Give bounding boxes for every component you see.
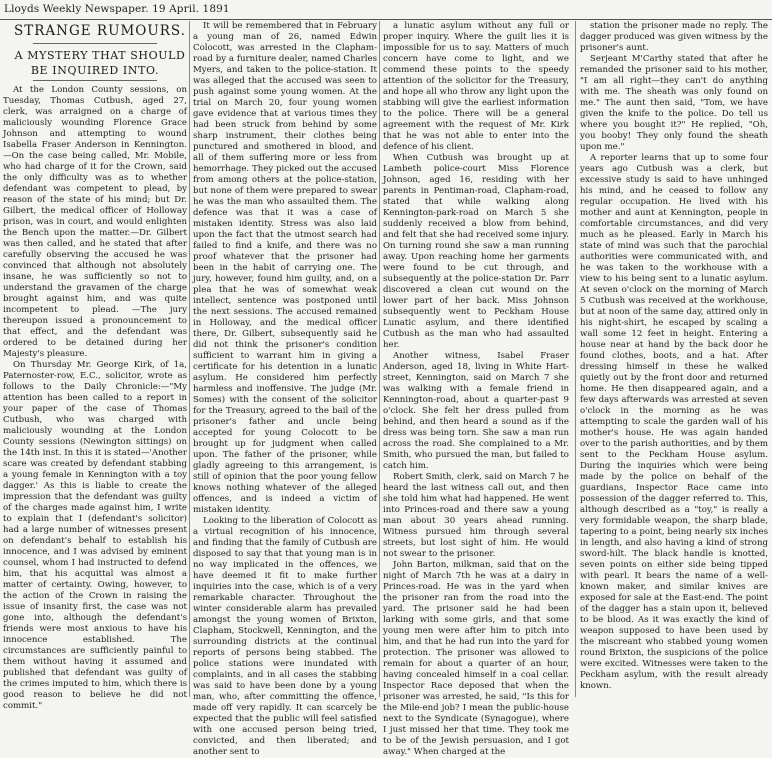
paragraph: station the prisoner made no reply. The dagger produced was given witness by the prisoner's aunt. (580, 21, 768, 53)
paragraph: Another witness, Isabel Fraser Anderson, aged 18, living in White Hart-street, Kennington, said on March 7 she was walking with a female friend in Kennington-road, about a quarter-past 9 o'clock. She felt her dress pulled from behind, and then heard a sound as if the dress was being torn. She saw a man run across the road. She complained to a Mr. Smith, who pursued the man, but failed to catch him. (383, 351, 569, 471)
column-1 (3, 21, 187, 711)
column-2 (193, 21, 377, 757)
subtitle-rule (33, 80, 157, 81)
newspaper-header: Lloyds Weekly Newspaper. 19 April. 1891 (4, 3, 230, 15)
paragraph: When Cutbush was brought up at Lambeth police-court Miss Florence Johnson, aged 16, residing with her parents in Pentiman-road, Clapham-road, stated that while walking along Kennington-park-road on March 5 she suddenly received a blow from behind, and felt that she had received some injury. On turning round she saw a man running away. Upon reaching home her garments were found to be cut through, and subsequently at the police-station Dr. Parr discovered a clean cut wound on the lower part of her back. Miss Johnson subsequently went to Peckham House Lunatic asylum, and there identified Cutbush as the man who had assaulted her. (383, 153, 569, 350)
paragraph: At the London County sessions, on Tuesday, Thomas Cutbush, aged 27, clerk, was arraigned on a charge of maliciously wounding Florence Grace Johnson and attempting to wound Isabella Fraser Anderson in Kennington. —On the case being called, Mr. Mobile, who had charge of it for the Crown, said the only difficulty was as to whether defendant was competent to plead, by reason of the state of his mind; but Dr. Gilbert, the medical officer of Holloway prison, was in court, and would enlighten the Bench upon the matter.—Dr. Gilbert was then called, and he stated that after carefully observing the accused he was convinced that although not absolutely insane, he was sufficiently so not to understand the gravamen of the charge brought against him, and was quite incompetent to plead. —The jury thereupon issued a pronouncement to that effect, and the defendant was ordered to be detained during her Majesty's pleasure. (3, 85, 187, 359)
subtitle-line-2: BE INQUIRED INTO. (30, 64, 160, 77)
column-4 (580, 21, 768, 697)
paragraph: It will be remembered that in February a young man of 26, named Edwin Colocott, was arrested in the Clapham-road by a furniture dealer, named Charles Myers, and taken to the police-station. It was alleged that the accused was seen to push against some young women. At the trial on March 20, four young women gave evidence that at various times they had been struck from behind by some sharp instrument, their clothes being punctured and smothered in blood, and all of them suffering more or less from hemorrhage. They picked out the accused from among others at the police-station, but none of them were prepared to swear he was the man who assaulted them. The defence was that it was a case of mistaken identity. Stress was also laid upon the fact that the utmost search had failed to find a knife, and there was no proof whatever that the prisoner had been in the habit of carrying one. The jury, however, found him guilty, and, on a plea that he was of somewhat weak intellect, sentence was postponed until the next sessions. The accused remained in Holloway, and the medical officer there, Dr. Gilbert, subsequently said he did not think the prisoner's condition sufficient to warrant him in giving a certificate for his detention in a lunatic asylum. He considered him perfectly harmless and inoffensive. The judge (Mr. Somes) with the consent of the solicitor for the Treasury, agreed to the bail of the prisoner's father and uncle being accepted for young Colocott to be brought up for judgment when called upon. The father of the prisoner, while gladly agreeing to this arrangement, is still of opinion that the poor young fellow knows nothing whatever of the alleged offences, and is indeed a victim of mistaken identity. (193, 21, 377, 515)
header-rule (0, 19, 772, 20)
article-title: STRANGE RUMOURS. (14, 23, 186, 39)
paragraph: Robert Smith, clerk, said on March 7 he heard the last witness call out, and then she told him what had happened. He went into Princes-road and there saw a young man about 30 years ahead running. Witness pursued him through several streets, but lost sight of him. He would not swear to the prisoner. (383, 472, 569, 559)
column-divider (575, 21, 576, 697)
subtitle-line-1: A MYSTERY THAT SHOULD (14, 49, 186, 62)
paragraph: Serjeant M'Carthy stated that after he remanded the prisoner said to his mother, "I am all right—they can't do anything with me. The sheath was only found on me." The aunt then said, "Tom, we have given the knife to the police. Do tell us where you bought it?" He replied, "Oh, you booby! They only found the sheath upon me." (580, 54, 768, 152)
paragraph: On Thursday Mr. George Kirk, of 1a, Paternoster-row, E.C., solicitor, wrote as follows to the Daily Chronicle:—"My attention has been called to a report in your paper of the case of Thomas Cutbush, who was charged with maliciously wounding at the London County sessions (Newington sittings) on the 14th inst. In this it is stated—'Another scare was created by defendant stabbing a young female in Kennington with a toy dagger.' As this is liable to create the impression that the defendant was guilty of the charges made against him, I write to explain that I (defendant's solicitor) had a large number of witnesses present on defendant's behalf to establish his innocence, and I was advised by eminent counsel, whom I had instructed to defend him, that his acquittal was almost a matter of certainty. Owing, however, to the action of the Crown in raising the issue of insanity first, the case was not gone into, although the defendant's friends were most anxious to have his innocence established. The circumstances are sufficiently painful to them without having it assumed and published that defendant was guilty of the crimes imputed to him, which there is good reason to believe he did not commit." (3, 360, 187, 711)
paragraph: John Barton, milkman, said that on the night of March 7th he was at a dairy in Princes-road. He was in the yard when the prisoner ran from the road into the yard. The prisoner said he had been larking with some girls, and that some young men were after him to pitch into him, and that he had run into the yard for protection. The prisoner was allowed to remain for about a quarter of an hour, having concealed himself in a coal cellar. Inspector Race deposed that when the prisoner was arrested, he said, "Is this for the Mile-end job? I mean the public-house next to the Syndicate (Synagogue), where I just missed her that time. They took me to be of the Jewish persuasion, and I got away." When charged at the (383, 560, 569, 757)
article-subtitle (3, 48, 187, 78)
column-3 (383, 21, 569, 757)
title-rule (33, 43, 157, 44)
paragraph: a lunatic asylum without any full or proper inquiry. Where the guilt lies it is impossible for us to say. Matters of much concern have come to light, and we commend these points to the speedy attention of the solicitor for the Treasury, and hope all who throw any light upon the stabbing will give the earliest information to the police. There will be a general agreement with the request of Mr. Kirk that he was not able to enter into the defence of his client. (383, 21, 569, 152)
column-divider (189, 21, 190, 697)
column-divider (379, 21, 380, 697)
paragraph: A reporter learns that up to some four years ago Cutbush was a clerk, but excessive study is said to have unhinged his mind, and he ceased to follow any regular occupation. He lived with his mother and aunt at Kennington, people in comfortable circumstances, and did very much as he pleased. Early in March his state of mind was such that the parochial authorities were communicated with, and he was taken to the workhouse with a view to his being sent to a lunatic asylum. At seven o'clock on the morning of March 5 Cutbush was received at the workhouse, but at noon of the same day, attired only in his night-shirt, he escaped by scaling a wall some 12 feet in height. Entering a house near at hand by the back door he found clothes, boots, and a hat. After dressing himself in these he walked quietly out by the front door and returned home. He then disappeared again, and a few days afterwards was arrested at seven o'clock in the morning as he was attempting to scale the garden wall of his mother's house. He was again handed over to the parish authorities, and by them sent to the Peckham House asylum. During the inquiries which were being made by the police on behalf of the guardians, Inspector Race came into possession of the dagger referred to. This, although described as a "toy," is really a very formidable weapon, the sharp blade, tapering to a point, being nearly six inches in length, and also having a kind of strong sword-hilt. The black handle is knotted, seven points on either side being tipped with pearl. It bears the name of a well-known maker, and similar knives are exposed for sale at the East-end. The point of the dagger has a stain upon it, believed to be blood. As it was exactly the kind of weapon supposed to have been used by the miscreant who stabbed young women round Brixton, the suspicions of the police were excited. Witnesses were taken to the Peckham asylum, with the result already known. (580, 153, 768, 691)
paragraph: Looking to the liberation of Colocott as a virtual recognition of his innocence, and finding that the family of Cutbush are disposed to say that that young man is in no way implicated in the offences, we have deemed it fit to make further inquiries into the case, which is of a very remarkable character. Throughout the winter considerable alarm has prevailed amongst the young women of Brixton, Clapham, Stockwell, Kennington, and the surrounding districts at the continual reports of persons being stabbed. The police stations were inundated with complaints, and in all cases the stabbing was said to have been done by a young man, who, after committing the offence, made off very rapidly. It can scarcely be expected that the public will feel satisfied with one accused person being tried, convicted, and then liberated; and another sent to (193, 516, 377, 757)
